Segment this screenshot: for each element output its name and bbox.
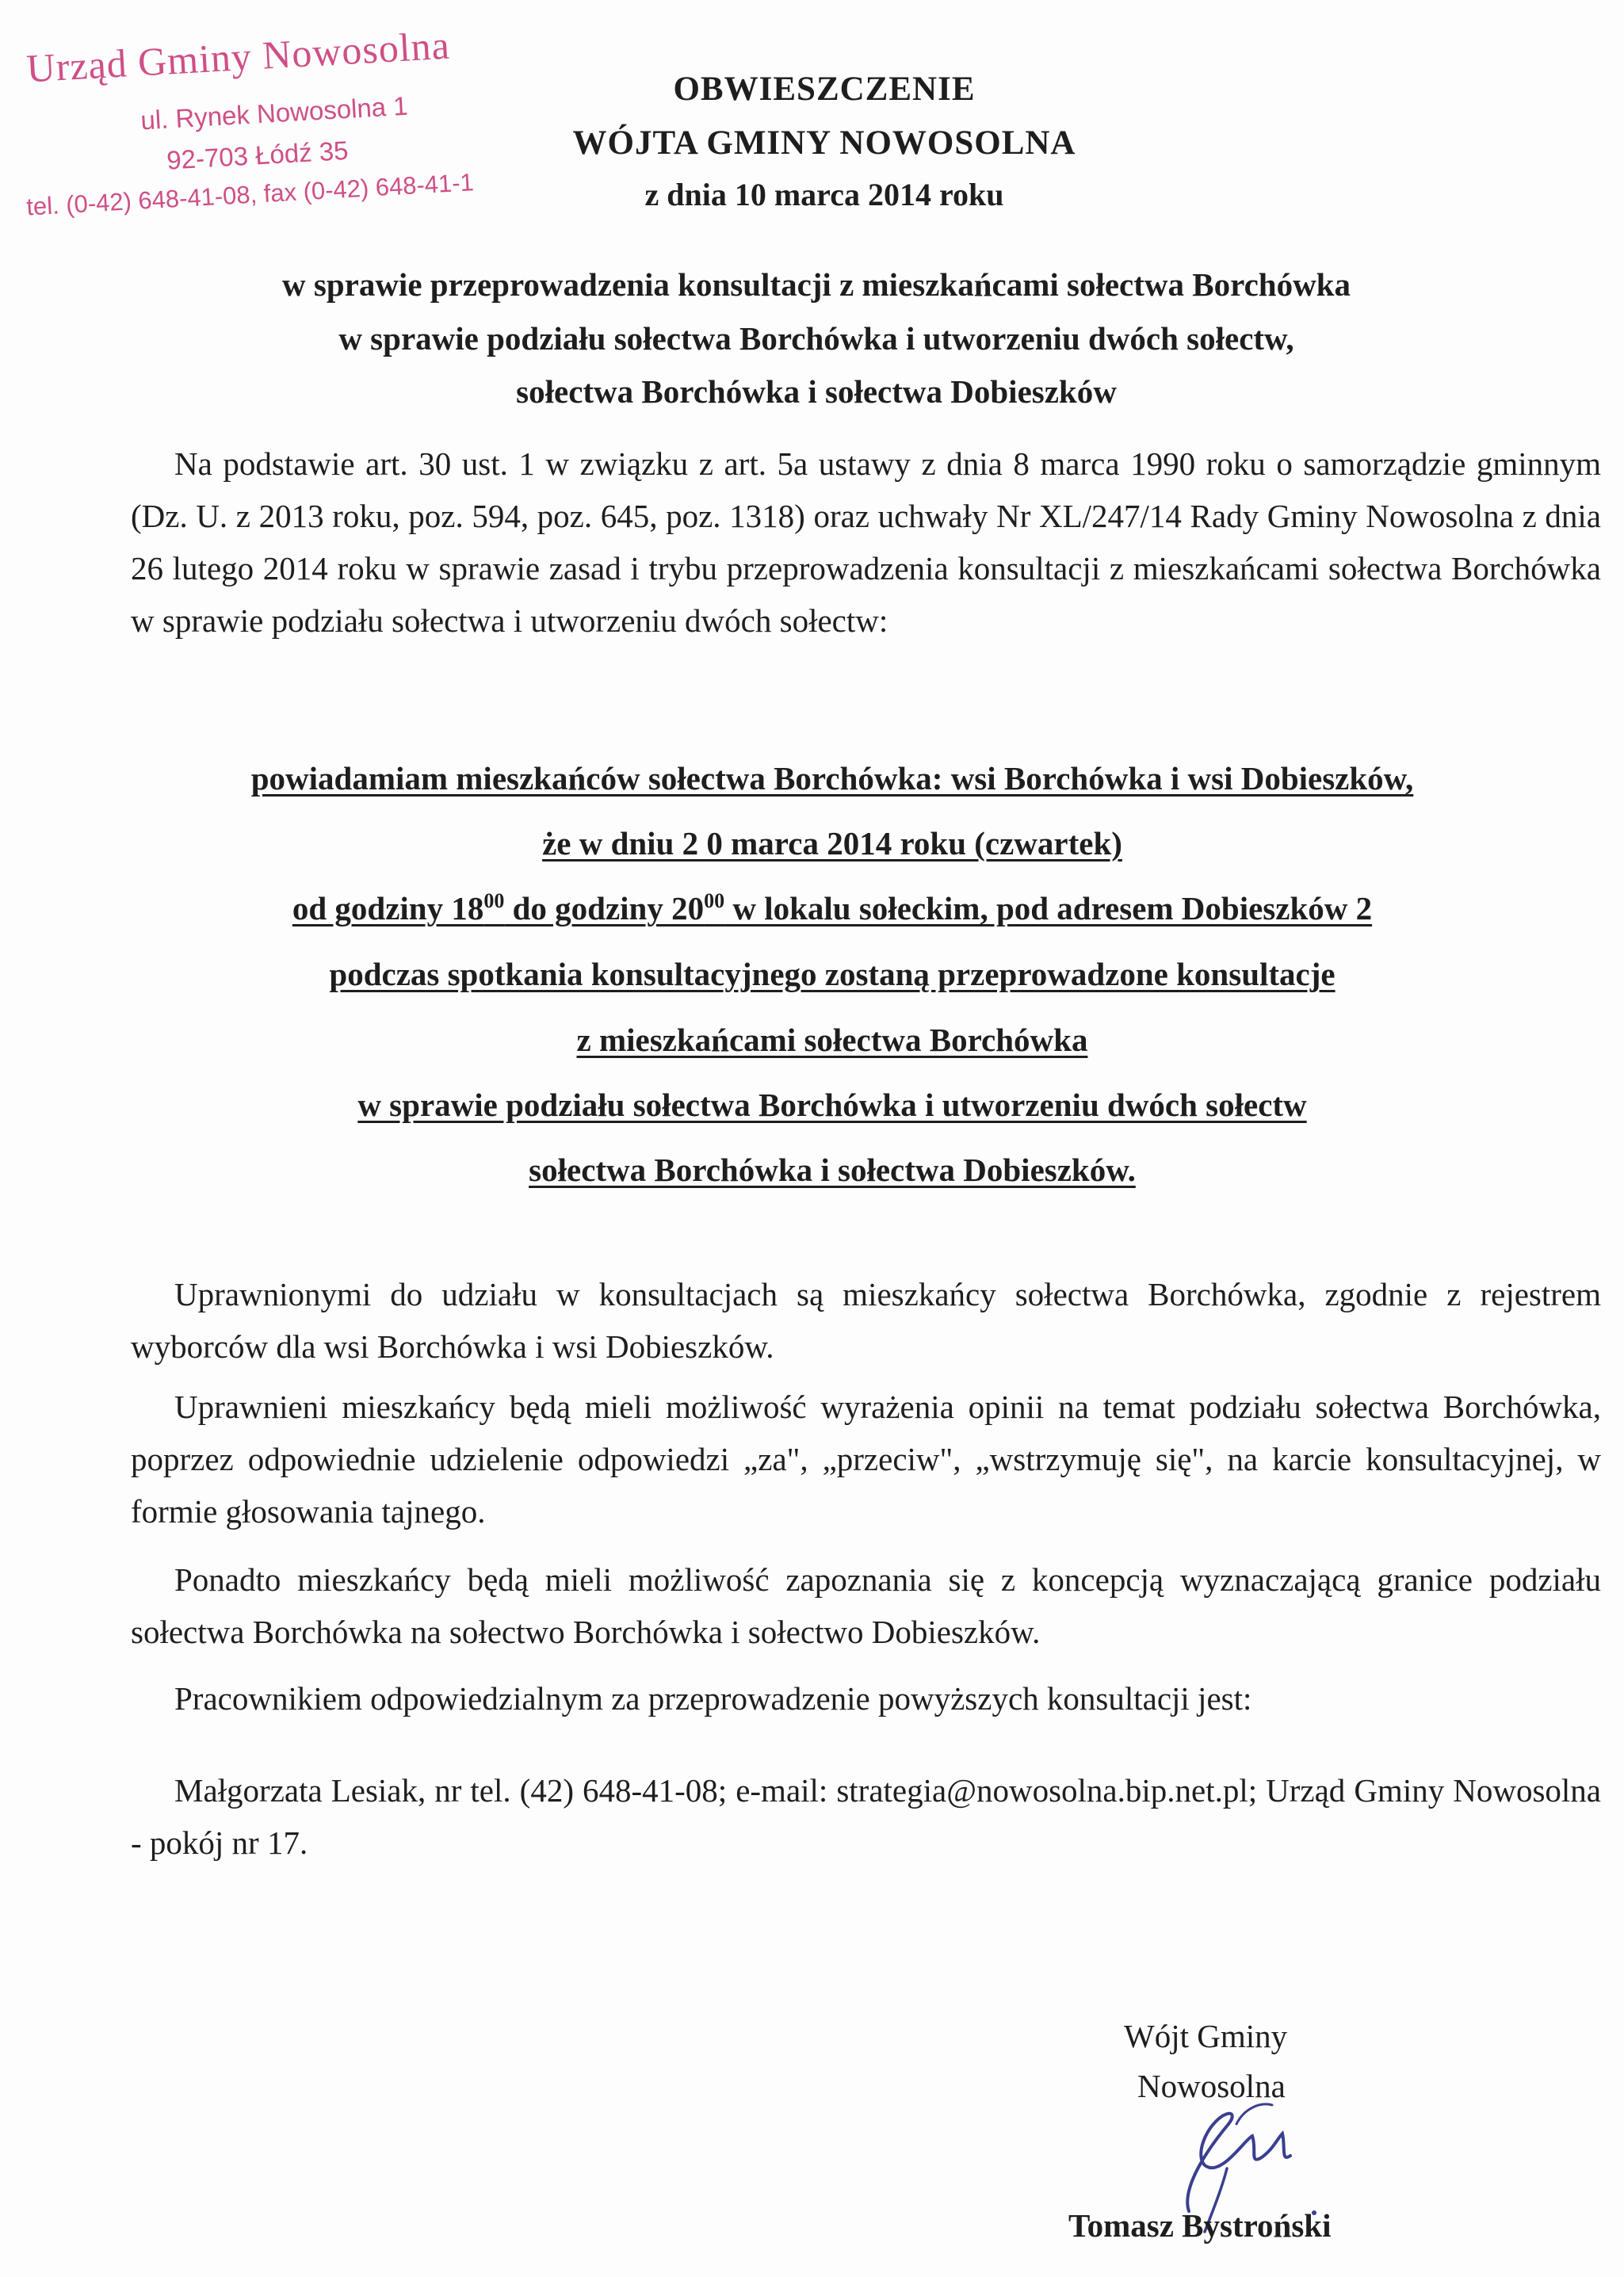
notice-time-to: do godziny 20 (504, 890, 705, 926)
signatory-name: Tomasz Bystroński (1068, 2207, 1332, 2244)
stamp-street: ul. Rynek Nowosolna 1 (139, 90, 409, 136)
document-date: z dnia 10 marca 2014 roku (644, 177, 1004, 212)
notice-time-to-minutes: 00 (704, 889, 725, 912)
stamp-office-name: Urząd Gminy Nowosolna (25, 22, 452, 91)
notice-time-from-minutes: 00 (483, 889, 505, 912)
notice-line-5: z mieszkańcami sołectwa Borchówka (576, 1022, 1088, 1058)
subject-line-2: w sprawie podziału sołectwa Borchówka i utworzeniu dwóch sołectw, (338, 320, 1294, 357)
signatory-title-line-2: Nowosolna (1137, 2068, 1286, 2104)
legal-basis-paragraph: Na podstawie art. 30 ust. 1 w związku z art. 5a ustawy z dnia 8 marca 1990 roku o samorządzie gminnym (Dz. U. z 2013 roku, poz. 594, poz. 645, poz. 1318) oraz uchwały Nr XL/247/14 Rady Gminy Nowosolna z dnia 26 lutego 2014 roku w sprawie zasad i trybu przeprowadzenia konsultacji z mieszkańcami sołectwa Borchówka w sprawie podziału sołectwa i utworzeniu dwóch sołectw: (131, 445, 1601, 639)
signatory-title-line-1: Wójt Gminy (1124, 2018, 1288, 2054)
eligibility-paragraph: Uprawnionymi do udziału w konsultacjach są mieszkańcy sołectwa Borchówka, zgodnie z rejestrem wyborców dla wsi Borchówka i wsi Dobieszków. (131, 1276, 1601, 1365)
document-title: OBWIESZCZENIE (673, 71, 976, 108)
notice-line-7: sołectwa Borchówka i sołectwa Dobieszków. (529, 1152, 1136, 1188)
document-issuer: WÓJTA GMINY NOWOSOLNA (572, 124, 1076, 162)
notice-time-from: od godziny 18 (292, 890, 484, 926)
notice-line-1: powiadamiam mieszkańców sołectwa Borchówka: wsi Borchówka i wsi Dobieszków, (250, 760, 1414, 797)
stamp-postal-code: 92-703 Łódź 35 (166, 135, 350, 175)
notice-line-2: że w dniu 2 0 marca 2014 roku (czwartek) (542, 825, 1122, 862)
notice-line-3 (119, 889, 1546, 927)
responsible-paragraph: Pracownikiem odpowiedzialnym za przeprowadzenie powyższych konsultacji jest: (174, 1680, 1252, 1717)
notice-location: w lokalu sołeckim, pod adresem Dobieszków 2 (724, 890, 1373, 926)
concept-paragraph: Ponadto mieszkańcy będą mieli możliwość zapoznania się z koncepcją wyznaczającą granice podziału sołectwa Borchówka na sołectwo Borchówka i sołectwo Dobieszków. (131, 1561, 1601, 1650)
notice-line-6: w sprawie podziału sołectwa Borchówka i utworzeniu dwóch sołectw (357, 1087, 1307, 1123)
contact-paragraph: Małgorzata Lesiak, nr tel. (42) 648-41-08; e-mail: strategia@nowosolna.bip.net.pl; Urząd Gminy Nowosolna - pokój nr 17. (131, 1772, 1601, 1861)
notice-line-4: podczas spotkania konsultacyjnego zostaną przeprowadzone konsultacje (329, 956, 1336, 992)
voting-paragraph: Uprawnieni mieszkańcy będą mieli możliwość wyrażenia opinii na temat podziału sołectwa Borchówka, poprzez odpowiednie udzielenie odpowiedzi „za", „przeciw", „wstrzymuję się", na karcie konsultacyjnej, w formie głosowania tajnego. (131, 1389, 1601, 1530)
office-stamp (17, 18, 518, 235)
subject-line-1: w sprawie przeprowadzenia konsultacji z mieszkańcami sołectwa Borchówka (282, 266, 1351, 303)
stamp-phone-fax: tel. (0-42) 648-41-08, fax (0-42) 648-41-1 (25, 168, 475, 221)
subject-line-3: sołectwa Borchówka i sołectwa Dobieszków (516, 373, 1117, 410)
